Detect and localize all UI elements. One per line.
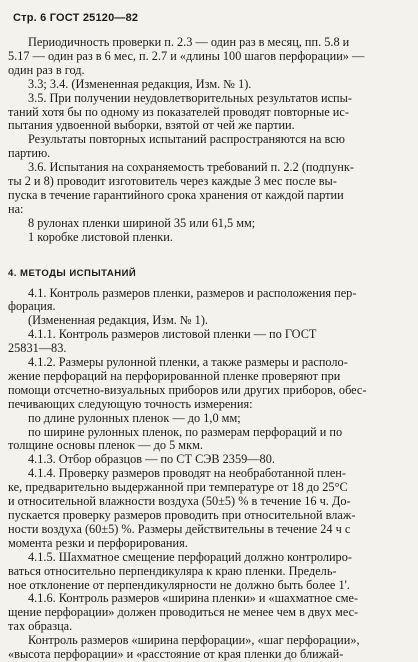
text-line: ваться относительно перпендикуляра к краю пленки. Предель- [8, 563, 337, 578]
text-line: ке, предварительно выдержанной при температуре от 18 до 25°С [8, 480, 348, 495]
text-line: 4.1.3. Отбор образцов — по СТ СЭВ 2359—80. [28, 452, 275, 467]
text-line: (Измененная редакция, Изм. № 1). [28, 313, 209, 328]
text-line: на: [8, 201, 24, 216]
text-line: пуска в течение гарантийного срока хранения от каждой партии [8, 187, 344, 202]
text-line: ты 2 и 8) проводит изготовитель через каждые 3 мес после вы- [8, 174, 337, 189]
page-header: Стр. 6 ГОСТ 25120—82 [13, 12, 139, 24]
paragraph [8, 133, 408, 161]
text-line: тах образца. [8, 619, 73, 634]
paragraph [8, 78, 408, 92]
text-line: Контроль размеров «ширина перфорации», «шаг перфорации», [28, 633, 360, 648]
paragraph [8, 634, 408, 662]
paragraph [8, 592, 408, 634]
paragraph [8, 356, 408, 412]
section-title: 4. МЕТОДЫ ИСПЫТАНИЙ [8, 267, 137, 279]
text-line: таний хотя бы по одному из показателей проводят повторные ис- [8, 104, 349, 119]
text-line: 4.1.5. Шахматное смещение перфораций должно контролиро- [28, 549, 352, 564]
text-line: 1 коробке листовой пленки. [28, 229, 173, 244]
paragraph [8, 426, 408, 454]
paragraph [8, 328, 408, 356]
text-line: пытания удвоенной выборки, взятой от чей же партии. [8, 118, 295, 133]
text-line: помощи отсчетно-визуальных приборов или других приборов, обес- [8, 382, 367, 397]
text-line: толщине основы пленок — до 5 мкм. [8, 438, 203, 453]
text-line: 4.1. Контроль размеров пленки, размеров и расположения пер- [28, 285, 357, 300]
text-line: момента резки и перфорирования. [8, 535, 188, 550]
paragraph [8, 314, 408, 328]
text-line: 3.5. При получении неудовлетворительных результатов испы- [28, 90, 352, 105]
text-line: ное отклонение от перпендикулярности не должно быть более 1'. [8, 577, 350, 592]
text-line: 25831—83. [8, 341, 67, 356]
paragraph [8, 36, 408, 78]
text-line: Периодичность проверки п. 2.3 — один раз в месяц, пп. 5.8 и [28, 35, 350, 49]
text-line: Результаты повторных испытаний распространяются на всю [28, 132, 345, 147]
section-spacer [8, 245, 408, 267]
paragraph [8, 231, 408, 245]
paragraph [8, 551, 408, 593]
text-line: 5.17 — один раз в 6 мес, п. 2.7 и «длины 100 шагов перфорации» — [8, 48, 365, 63]
text-line: жение перфораций на перфорированной пленке проверяют при [8, 368, 341, 383]
paragraph [8, 92, 408, 134]
paragraph [8, 287, 408, 315]
text-line: 3.3; 3.4. (Измененная редакция, Изм. № 1). [28, 76, 252, 91]
paragraph [8, 161, 408, 217]
paragraph [8, 217, 408, 231]
text-line: ности воздуха (60±5) %. Размеры действительны в течение 24 ч с [8, 521, 351, 536]
paragraph [8, 453, 408, 467]
document-body [8, 36, 408, 662]
text-line: форация. [8, 299, 56, 314]
text-line: один раз в год. [8, 62, 85, 77]
text-line: печивающих следующую точность измерения: [8, 396, 253, 411]
text-line: партию. [8, 146, 51, 161]
text-line: по ширине рулонных пленок, по размерам перфораций и по [28, 424, 343, 439]
paragraph [8, 467, 408, 550]
text-line: по длине рулонных пленок — до 1,0 мм; [28, 410, 241, 425]
text-line: 4.1.1. Контроль размеров листовой пленки — по ГОСТ [28, 327, 317, 342]
text-line: «высота перфорации» и «расстояние от края пленки до ближай- [8, 647, 344, 662]
paragraph [8, 412, 408, 426]
text-line: 3.6. Испытания на сохраняемость требований п. 2.2 (подпунк- [28, 160, 354, 175]
text-line: щение перфорации» должен проводиться не менее чем в двух мес- [8, 605, 359, 620]
text-line: 8 рулонах пленки шириной 35 или 61,5 мм; [28, 215, 256, 230]
text-line: и относительной влажности воздуха (50±5) % в течение 16 ч. До- [8, 494, 351, 509]
text-line: пускается проверку размеров проводить при относительной влаж- [8, 508, 356, 522]
text-line: 4.1.4. Проверку размеров проводят на необработанной плен- [28, 466, 346, 481]
text-line: 4.1.6. Контроль размеров «ширина пленки» и «шахматное сме- [28, 591, 359, 606]
text-line: 4.1.2. Размеры рулонной пленки, а также размеры и располо- [28, 355, 348, 370]
